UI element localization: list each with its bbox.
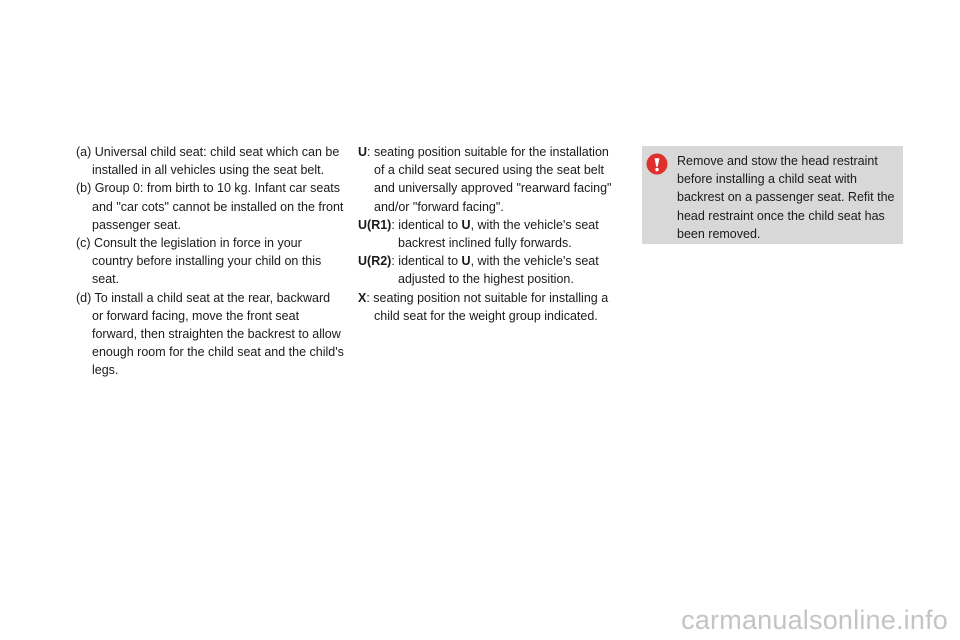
definition-ur1 [358,216,620,252]
definition-ur2-text2: , with the vehicle's seat [470,254,599,269]
note-b-text: and "car cots" cannot be installed on the front passenger seat. [92,199,344,232]
legend-column [358,143,620,325]
warning-exclamation-icon [646,153,668,175]
term-ur2: U(R2) [358,254,392,269]
note-b [76,179,344,234]
warning-text: Remove and stow the head restraint before installing a child seat with backrest on a passenger seat. Refit the head restraint once the child seat has been removed. [677,154,895,241]
note-d-lead: (d) To install a child seat at the rear, backward [76,290,331,305]
footnotes-column [76,143,344,380]
watermark: carmanualsonline.info [681,605,948,635]
definition-u-cont: of a child seat secured using the seat belt and universally approved "rearward facing" and/or "forward facing". [374,163,612,214]
definition-ur1-ref: U [461,217,471,232]
note-a-text: installed in all vehicles using the seat belt. [92,163,325,178]
term-u: U [358,145,368,159]
definition-u-text: : seating position suitable for the installation [367,145,609,159]
definition-ur1-text1: : identical to [391,217,462,232]
term-x: X [358,290,367,305]
note-d-text: or forward facing, move the front seat forward, then straighten the backrest to allow enough room for the child seat and the child's legs. [92,308,344,378]
note-d [76,289,344,380]
definition-u [358,143,620,216]
note-c-text: country before installing your child on this seat. [92,254,322,287]
definition-x-cont: child seat for the weight group indicated. [374,308,598,323]
note-a-lead: (a) Universal child seat: child seat which can be [76,145,340,159]
term-ur1: U(R1) [358,217,392,232]
note-a [76,143,344,179]
note-c-lead: (c) Consult the legislation in force in your [76,236,302,251]
definition-x [358,289,620,325]
definition-ur2-text1: : identical to [391,254,462,269]
definition-ur2-cont: adjusted to the highest position. [398,272,574,287]
definition-x-text: : seating position not suitable for installing a [366,290,609,305]
note-b-lead: (b) Group 0: from birth to 10 kg. Infant car seats [76,181,341,196]
note-c [76,234,344,289]
warning-box [642,146,903,244]
definition-ur1-cont: backrest inclined fully forwards. [398,236,572,251]
definition-ur2-ref: U [461,254,471,269]
definition-ur1-text2: , with the vehicle's seat [470,217,599,232]
definition-ur2 [358,252,620,288]
